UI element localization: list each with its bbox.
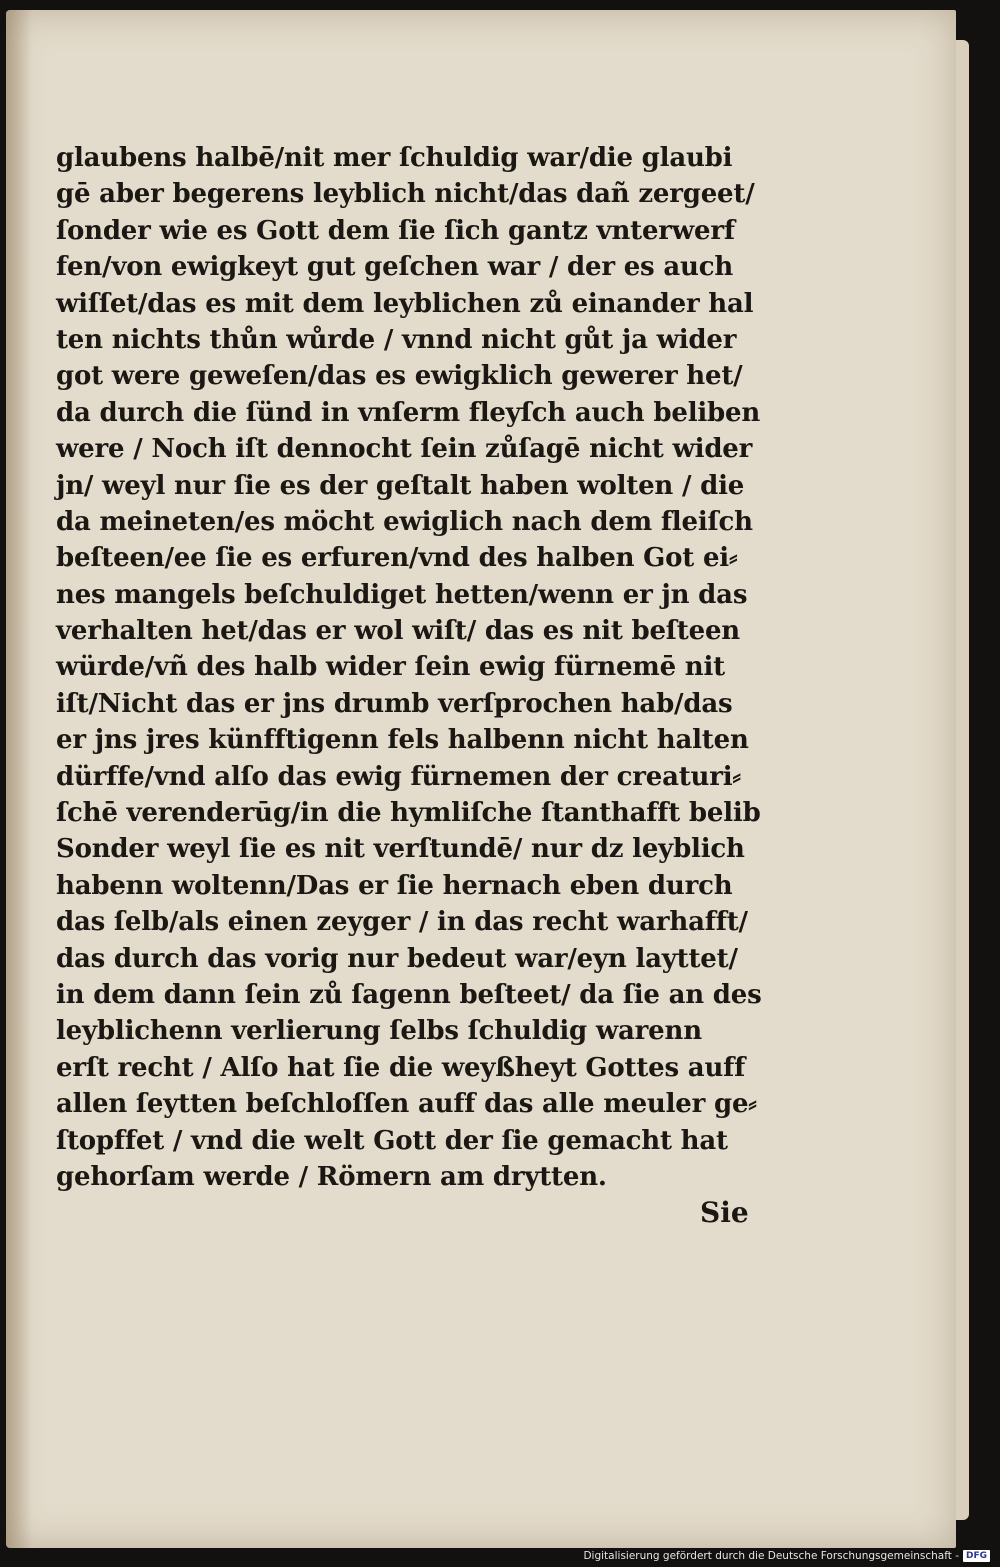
text-line: gehorſam werde / Römern am drytten. — [56, 1161, 607, 1192]
text-line: ten nichts thůn wůrde / vnnd nicht gůt ja wider — [56, 324, 737, 355]
text-line: jn/ weyl nur ſie es der geſtalt haben wolten / die — [56, 470, 745, 501]
text-line: iſt/Nicht das er jns drumb verſprochen hab/das — [56, 688, 733, 719]
dfg-logo: DFG — [963, 1550, 990, 1562]
text-line: got were geweſen/das es ewigklich gewerer het/ — [56, 361, 743, 392]
footer-credit: Digitalisierung gefördert durch die Deutsche Forschungsgemeinschaft - — [583, 1550, 959, 1562]
text-line: glaubens halbē/nit mer ſchuldig war/die glaubi — [56, 143, 733, 173]
text-line: erſt recht / Alſo hat ſie die weyßheyt Gottes auff — [56, 1052, 746, 1083]
text-line: ſchē verenderūg/in die hymliſche ſtanthafft belib — [56, 798, 761, 829]
text-line: da meineten/es möcht ewiglich nach dem fleiſch — [56, 506, 753, 537]
text-line: habenn woltenn/Das er ſie hernach eben durch — [56, 870, 733, 901]
text-block — [56, 140, 762, 1195]
text-line: da durch die ſünd in vnſerm fleyſch auch beliben — [56, 397, 761, 428]
text-line: were / Noch iſt dennocht ſein zůſagē nicht wider — [56, 434, 753, 465]
text-line: dürffe/vnd alſo das ewig fürnemen der creaturi⸗ — [56, 761, 741, 792]
footer — [583, 1549, 990, 1563]
text-line: wiſſet/das es mit dem leyblichen zů einander hal — [56, 288, 754, 319]
text-line: das durch das vorig nur bedeut war/eyn layttet/ — [56, 943, 738, 974]
text-line: verhalten het/das er wol wiſt/ das es nit beſteen — [56, 616, 740, 647]
text-line: das ſelb/als einen zeyger / in das recht warhafft/ — [56, 907, 748, 938]
text-line: fen/von ewigkeyt gut geſchen war / der es auch — [56, 252, 734, 283]
text-line: in dem dann ſein zů ſagenn beſteet/ da ſie an des — [56, 979, 762, 1010]
text-line: er jns jres künfftigenn fels halbenn nicht halten — [56, 725, 749, 756]
book-page — [6, 10, 956, 1548]
text-line: gē aber begerens leyblich nicht/das dañ zergeet/ — [56, 179, 755, 210]
catchword: Sie — [700, 1196, 749, 1229]
text-line: beſteen/ee ſie es erfuren/vnd des halben Got ei⸗ — [56, 543, 738, 574]
text-line: nes mangels beſchuldiget hetten/wenn er jn das — [56, 579, 748, 610]
text-line: leyblichenn verlierung ſelbs ſchuldig warenn — [56, 1016, 702, 1047]
text-line: allen ſeytten beſchloſſen auff das alle meuler ge⸗ — [56, 1089, 757, 1120]
text-line: ſtopffet / vnd die welt Gott der ſie gemacht hat — [56, 1125, 728, 1156]
text-line: ſonder wie es Gott dem ſie ſich gantz vnterwerf — [56, 215, 735, 246]
text-line: Sonder weyl ſie es nit verſtundē/ nur dz leyblich — [56, 834, 745, 865]
text-line: würde/vñ des halb wider ſein ewig fürnemē nit — [56, 652, 725, 683]
